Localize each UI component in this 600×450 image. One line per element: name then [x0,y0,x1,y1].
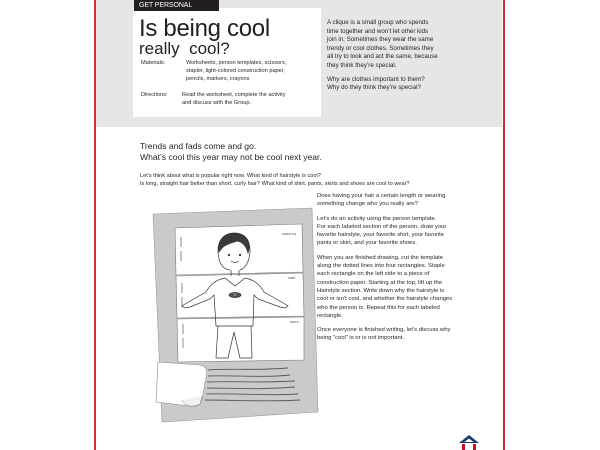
text-line: A clique is a small group who spends [327,19,429,26]
paragraph [317,215,482,248]
page-subtitle: really cool? [139,39,230,58]
text-line: trendy or cool clothes. Sometimes they [327,44,434,52]
left-border-line [94,0,96,450]
text-line: being “cool” is or is not important. [317,335,405,342]
directions-line: and discuss with the Group. [182,100,252,106]
trends-heading [140,141,322,162]
heading-line: Trends and fads come and go. [140,141,257,151]
text-line: For each labeled section of the person, draw your [317,223,447,230]
text-line: When you are finished drawing, cut the template [317,254,444,261]
text-line: cool or isn’t cool, and whether the hairstyle changes [317,296,453,303]
text-line: join in. Sometimes they wear the same [327,36,434,44]
house-logo-icon [458,434,480,450]
heading-line: What’s cool this year may not be cool next year. [140,151,322,162]
right-border-line [503,0,505,450]
materials-label: Materials: [141,60,166,66]
text-line: each rectangle on the left side to a piece of [317,271,430,278]
clique-text [327,19,477,98]
paragraph [317,192,482,209]
text-line: Why do they think they’re special? [327,84,421,92]
label-hairstyle: HAIRSTYLE [282,233,297,236]
directions-line: Read the worksheet, complete the activity [182,92,286,98]
text-line: all try to look and act the same, because [327,53,438,61]
text-line: Hairstyle section. Write down why the hairstyle is [317,287,445,294]
activity-instructions [317,192,482,349]
text-line: favorite hairstyle, your favorite shirt, your favorite [317,232,445,239]
clique-questions [327,76,477,93]
text-line: construction paper. Starting at the top, lift up the [317,279,443,286]
materials-line: pencils, markers, crayons [186,76,250,82]
directions-label: Directions: [141,92,168,98]
text-line: Does having your hair a certain length or wearing [317,193,446,199]
materials-line: Worksheets, person templates, scissors, [186,60,287,66]
text-line: who the person is. Repeat this for each labeled [317,304,440,311]
text-line: Is long, straight hair better than short, curly hair? What kind of shirt, pants, skirts and shoes are cool to wear? [140,181,410,187]
text-line: Once everyone is finished writing, let’s discuss why [317,327,451,334]
text-line: rectangle. [317,312,343,319]
text-line: Let’s do an activity using the person template. [317,215,437,222]
paragraph [317,254,482,320]
label-shirt: SHIRT [288,277,296,280]
person-template-illustration [140,200,320,425]
panel-pants [177,317,304,362]
intro-text [140,172,410,188]
text-line: time together and won’t let other kids [327,27,429,35]
text-line: pants or skirt, and your favorite shoes. [317,240,417,247]
text-line: Let’s think about what is popular right now. What kind of hairstyle is cool? [140,173,321,179]
text-line: along the dotted lines into four rectangles. Staple [317,263,445,270]
clique-paragraph [327,19,477,71]
text-line: something change who you really are? [317,201,418,208]
label-pants: PANTS [290,321,299,324]
materials-line: stapler, light-colored construction paper, [186,68,285,74]
section-tab: GET PERSONAL [134,0,219,11]
paragraph [317,326,482,343]
page-title: Is being cool [139,15,270,42]
text-line: Why are clothes important to them? [327,75,425,83]
text-line: they think they’re special. [327,61,397,69]
